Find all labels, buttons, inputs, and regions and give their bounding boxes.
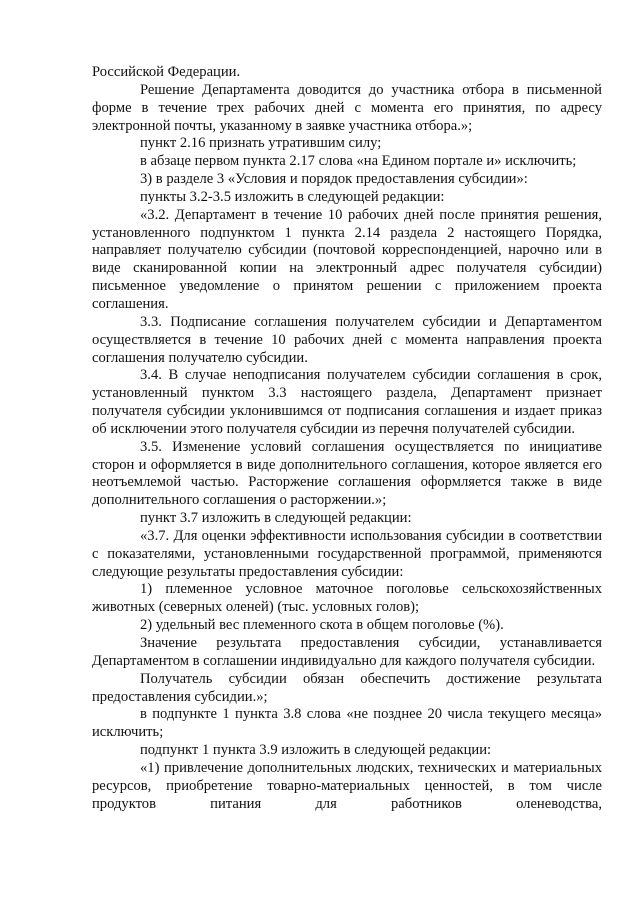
paragraph-3-4: 3.4. В случае неподписания получателем субсидии соглашения в срок, установленный пунктом 3.3 настоящего раздела, Департамент признает получателя субсидии уклонившимся от подписания соглашения и издает приказ об исключении этого получателя субсидии из перечня получателей субсидии. <box>92 367 602 437</box>
paragraph-3-9-subitem-1: «1) привлечение дополнительных людских, технических и материальных ресурсов, приобретение товарно-материальных ценностей, в том числе продуктов питания для работников оленеводства, <box>92 759 602 812</box>
paragraph-item-3-8: в подпункте 1 пункта 3.8 слова «не позднее 20 числа текущего месяца» исключить; <box>92 706 602 741</box>
paragraph-items-3-2-3-5: пункты 3.2-3.5 изложить в следующей редакции: <box>140 188 445 205</box>
paragraph-decision-notice: Решение Департамента доводится до участника отбора в письменной форме в течение трех рабочих дней с момента его принятия, по адресу электронной почты, указанному в заявке участника отбора.»; <box>92 81 602 134</box>
paragraph-result-2: 2) удельный вес племенного скота в общем поголовье (%). <box>140 617 504 634</box>
paragraph-item-3-7: пункт 3.7 изложить в следующей редакции: <box>140 510 412 527</box>
paragraph-item-2-16: пункт 2.16 признать утратившим силу; <box>140 135 382 152</box>
paragraph-result-value: Значение результата предоставления субсидии, устанавливается Департаментом в соглашении индивидуально для каждого получателя субсидии. <box>92 635 602 669</box>
paragraph-result-1: 1) племенное условное маточное поголовье сельскохозяйственных животных (северных оленей) (тыс. условных голов); <box>92 581 602 616</box>
paragraph-3-7: «3.7. Для оценки эффективности использования субсидии в соответствии с показателями, установленными государственной программой, применяются следующие результаты предоставления субсидии: <box>92 527 602 580</box>
paragraph-recipient-obligation: Получатель субсидии обязан обеспечить достижение результата предоставления субсидии.»; <box>92 670 602 705</box>
paragraph-3-2: «3.2. Департамент в течение 10 рабочих дней после принятия решения, установленного подпунктом 1 пункта 2.14 раздела 2 настоящего Порядка, направляет получателю субсидии (почтовой корреспонденцией, нарочно или в виде сканированной копии на электронный адрес получателя субсидии) письменное уведомление о принятом решении с приложением проекта соглашения. <box>92 206 602 312</box>
paragraph-continuation: Российской Федерации. <box>92 64 241 80</box>
paragraph-3-3: 3.3. Подписание соглашения получателем субсидии и Департаментом осуществляется в течение 10 рабочих дней с момента направления проекта соглашения получателю субсидии. <box>92 313 602 366</box>
document-body <box>92 64 602 813</box>
paragraph-3-5: 3.5. Изменение условий соглашения осуществляется по инициативе сторон и оформляется в виде дополнительного соглашения, которое является его неотъемлемой частью. Расторжение соглашения оформляется также в виде дополнительного соглашения о расторжении.»; <box>92 438 602 509</box>
paragraph-item-3-9: подпункт 1 пункта 3.9 изложить в следующей редакции: <box>140 742 492 759</box>
paragraph-item-2-17: в абзаце первом пункта 2.17 слова «на Едином портале и» исключить; <box>140 153 577 170</box>
paragraph-section-3-heading: 3) в разделе 3 «Условия и порядок предоставления субсидии»: <box>140 171 528 188</box>
